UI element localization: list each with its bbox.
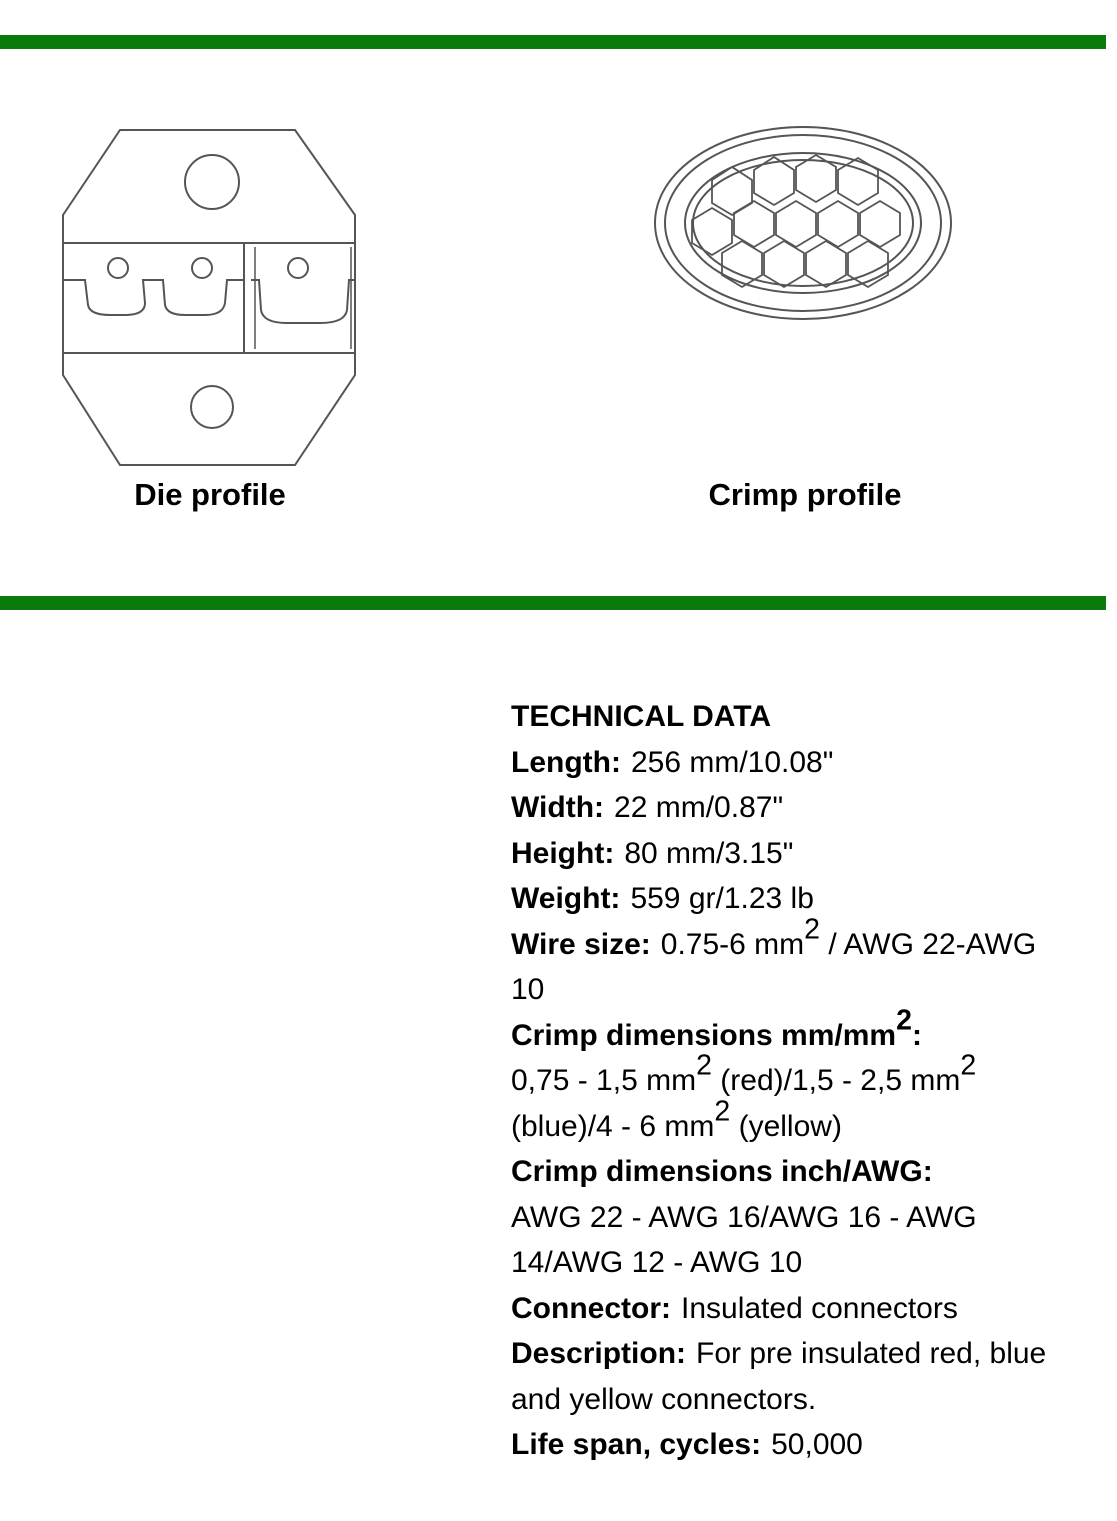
crimp-profile-caption: Crimp profile: [708, 477, 902, 512]
crimp-awg-label: Crimp dimensions inch/AWG:: [511, 1155, 933, 1188]
weight-label: Weight:: [511, 882, 621, 915]
crimp-mm-label: Crimp dimensions mm/mm: [511, 1018, 897, 1052]
crimp-mm-part-2: (red)/1,5 - 2,5 mm: [711, 1064, 961, 1097]
crimp-mm-label-superscript: 2: [896, 1003, 912, 1036]
technical-data: [511, 694, 1071, 1468]
description-value: For pre insulated red, blue and yellow connectors.: [511, 1337, 1047, 1416]
description-row: [511, 1331, 1071, 1422]
crimp-mm-sup-3: 2: [714, 1094, 731, 1127]
crimp-mm-part-3: (blue)/4 - 6 mm: [511, 1109, 715, 1143]
length-row: [511, 740, 1071, 786]
crimp-mm-part-4: (yellow): [730, 1109, 842, 1143]
crimp-mm-part-1: 0,75 - 1,5 mm: [511, 1064, 697, 1097]
crimp-awg-value: AWG 22 - AWG 16/AWG 16 - AWG 14/AWG 12 - AWG 10: [511, 1200, 977, 1279]
die-profile-caption: Die profile: [134, 477, 286, 512]
crimp-mm-sup-2: 2: [960, 1049, 977, 1082]
wire-size-superscript: 2: [804, 912, 821, 945]
length-value: 256 mm/10.08": [630, 745, 834, 779]
crimp-mm-row: [511, 1003, 1071, 1150]
crimp-mm-sup-1: 2: [696, 1049, 712, 1082]
height-row: [511, 831, 1071, 877]
technical-data-heading: TECHNICAL DATA: [511, 700, 771, 733]
length-label: Length:: [511, 745, 621, 779]
crimp-mm-label-end: :: [911, 1018, 922, 1052]
connector-value: Insulated connectors: [681, 1291, 958, 1325]
die-profile-image: [55, 125, 365, 470]
weight-value: 559 gr/1.23 lb: [630, 882, 814, 915]
wire-size-label: Wire size:: [511, 927, 651, 961]
wire-size-row: [511, 912, 1071, 1013]
bottom-divider: [0, 596, 1106, 610]
connector-label: Connector:: [511, 1291, 671, 1325]
height-value: 80 mm/3.15": [624, 836, 794, 870]
wire-size-value-b: / AWG 22-AWG 10: [511, 927, 1037, 1006]
life-span-row: [511, 1422, 1071, 1468]
life-span-label: Life span, cycles:: [511, 1428, 762, 1461]
life-span-value: 50,000: [771, 1428, 863, 1461]
top-divider: [0, 35, 1106, 49]
description-label: Description:: [511, 1337, 687, 1370]
width-row: [511, 785, 1071, 831]
width-label: Width:: [511, 791, 605, 824]
connector-row: [511, 1286, 1071, 1332]
wire-size-value-a: 0.75-6 mm: [660, 927, 805, 961]
crimp-awg-row: [511, 1149, 1071, 1286]
weight-row: [511, 876, 1071, 922]
width-value: 22 mm/0.87": [614, 791, 784, 824]
height-label: Height:: [511, 836, 615, 870]
crimp-profile-image: [652, 125, 958, 325]
